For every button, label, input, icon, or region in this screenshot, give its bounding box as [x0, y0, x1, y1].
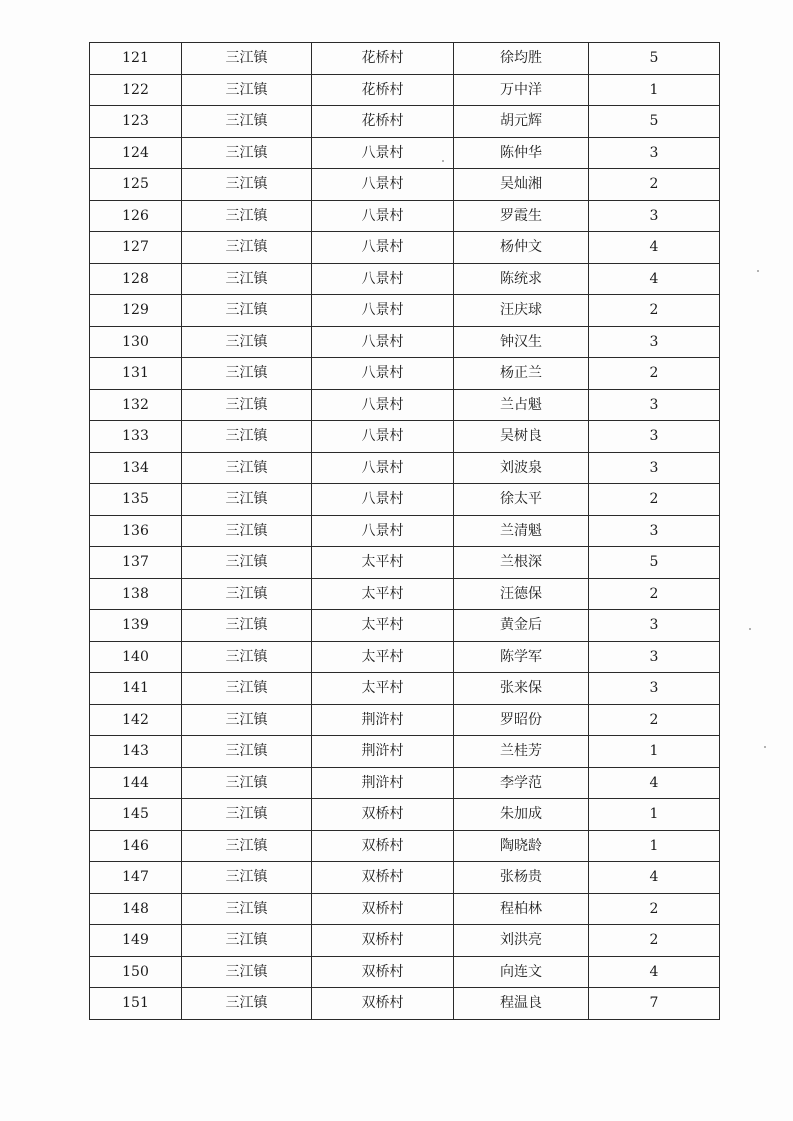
cell-village: 八景村 — [312, 232, 454, 264]
cell-name: 陈仲华 — [454, 137, 589, 169]
cell-count: 1 — [589, 736, 720, 768]
cell-town: 三江镇 — [182, 200, 312, 232]
cell-count: 3 — [589, 673, 720, 705]
cell-town: 三江镇 — [182, 263, 312, 295]
cell-town: 三江镇 — [182, 232, 312, 264]
cell-town: 三江镇 — [182, 547, 312, 579]
cell-village: 双桥村 — [312, 988, 454, 1020]
cell-name: 吴树良 — [454, 421, 589, 453]
cell-count: 5 — [589, 43, 720, 75]
cell-village: 双桥村 — [312, 830, 454, 862]
cell-name: 兰清魁 — [454, 515, 589, 547]
cell-count: 3 — [589, 421, 720, 453]
cell-village: 太平村 — [312, 673, 454, 705]
cell-village: 八景村 — [312, 389, 454, 421]
cell-seq: 136 — [90, 515, 182, 547]
cell-name: 陈学军 — [454, 641, 589, 673]
cell-town: 三江镇 — [182, 421, 312, 453]
cell-town: 三江镇 — [182, 358, 312, 390]
cell-name: 杨仲文 — [454, 232, 589, 264]
cell-village: 双桥村 — [312, 893, 454, 925]
cell-count: 4 — [589, 232, 720, 264]
cell-name: 胡元辉 — [454, 106, 589, 138]
cell-count: 3 — [589, 641, 720, 673]
cell-town: 三江镇 — [182, 515, 312, 547]
cell-village: 荆浒村 — [312, 767, 454, 799]
scan-speck — [749, 628, 751, 630]
cell-seq: 143 — [90, 736, 182, 768]
scan-speck — [442, 160, 444, 162]
cell-count: 2 — [589, 484, 720, 516]
cell-seq: 149 — [90, 925, 182, 957]
cell-seq: 134 — [90, 452, 182, 484]
cell-town: 三江镇 — [182, 988, 312, 1020]
cell-seq: 124 — [90, 137, 182, 169]
cell-count: 5 — [589, 106, 720, 138]
cell-seq: 131 — [90, 358, 182, 390]
cell-town: 三江镇 — [182, 169, 312, 201]
table-row — [90, 862, 720, 894]
table-row — [90, 610, 720, 642]
table-row — [90, 74, 720, 106]
cell-village: 八景村 — [312, 200, 454, 232]
cell-town: 三江镇 — [182, 452, 312, 484]
table-row — [90, 767, 720, 799]
table-row — [90, 925, 720, 957]
cell-village: 双桥村 — [312, 862, 454, 894]
cell-name: 朱加成 — [454, 799, 589, 831]
cell-village: 双桥村 — [312, 799, 454, 831]
cell-seq: 142 — [90, 704, 182, 736]
table-row — [90, 673, 720, 705]
cell-count: 3 — [589, 389, 720, 421]
cell-town: 三江镇 — [182, 389, 312, 421]
table-row — [90, 389, 720, 421]
cell-seq: 151 — [90, 988, 182, 1020]
cell-town: 三江镇 — [182, 137, 312, 169]
cell-village: 八景村 — [312, 295, 454, 327]
cell-town: 三江镇 — [182, 484, 312, 516]
cell-town: 三江镇 — [182, 925, 312, 957]
cell-seq: 133 — [90, 421, 182, 453]
cell-seq: 141 — [90, 673, 182, 705]
cell-count: 2 — [589, 893, 720, 925]
cell-seq: 128 — [90, 263, 182, 295]
cell-count: 2 — [589, 358, 720, 390]
cell-count: 4 — [589, 956, 720, 988]
table-row — [90, 893, 720, 925]
cell-village: 荆浒村 — [312, 704, 454, 736]
cell-name: 向连文 — [454, 956, 589, 988]
cell-name: 刘波泉 — [454, 452, 589, 484]
cell-count: 4 — [589, 767, 720, 799]
table-row — [90, 232, 720, 264]
cell-town: 三江镇 — [182, 767, 312, 799]
cell-count: 3 — [589, 200, 720, 232]
cell-town: 三江镇 — [182, 106, 312, 138]
roster-table-body — [90, 43, 720, 1020]
cell-town: 三江镇 — [182, 610, 312, 642]
cell-village: 八景村 — [312, 326, 454, 358]
cell-town: 三江镇 — [182, 295, 312, 327]
cell-count: 2 — [589, 578, 720, 610]
cell-name: 罗霞生 — [454, 200, 589, 232]
table-row — [90, 641, 720, 673]
cell-village: 花桥村 — [312, 106, 454, 138]
cell-village: 双桥村 — [312, 925, 454, 957]
cell-seq: 126 — [90, 200, 182, 232]
table-row — [90, 704, 720, 736]
cell-name: 张来保 — [454, 673, 589, 705]
table-row — [90, 736, 720, 768]
cell-count: 3 — [589, 452, 720, 484]
cell-count: 3 — [589, 137, 720, 169]
cell-town: 三江镇 — [182, 578, 312, 610]
cell-count: 1 — [589, 799, 720, 831]
table-row — [90, 515, 720, 547]
cell-village: 花桥村 — [312, 43, 454, 75]
cell-village: 太平村 — [312, 641, 454, 673]
cell-count: 7 — [589, 988, 720, 1020]
table-row — [90, 452, 720, 484]
cell-seq: 144 — [90, 767, 182, 799]
cell-town: 三江镇 — [182, 956, 312, 988]
cell-village: 八景村 — [312, 358, 454, 390]
cell-town: 三江镇 — [182, 893, 312, 925]
cell-seq: 138 — [90, 578, 182, 610]
cell-name: 汪庆球 — [454, 295, 589, 327]
cell-count: 4 — [589, 263, 720, 295]
cell-count: 3 — [589, 610, 720, 642]
cell-count: 2 — [589, 925, 720, 957]
cell-village: 八景村 — [312, 263, 454, 295]
cell-seq: 135 — [90, 484, 182, 516]
cell-village: 太平村 — [312, 547, 454, 579]
cell-name: 兰根深 — [454, 547, 589, 579]
cell-seq: 137 — [90, 547, 182, 579]
cell-name: 刘洪亮 — [454, 925, 589, 957]
cell-name: 徐太平 — [454, 484, 589, 516]
cell-seq: 130 — [90, 326, 182, 358]
table-row — [90, 358, 720, 390]
cell-seq: 139 — [90, 610, 182, 642]
cell-village: 八景村 — [312, 484, 454, 516]
cell-village: 荆浒村 — [312, 736, 454, 768]
cell-town: 三江镇 — [182, 43, 312, 75]
cell-seq: 129 — [90, 295, 182, 327]
table-row — [90, 43, 720, 75]
cell-village: 双桥村 — [312, 956, 454, 988]
cell-village: 八景村 — [312, 421, 454, 453]
cell-town: 三江镇 — [182, 74, 312, 106]
table-row — [90, 169, 720, 201]
cell-village: 八景村 — [312, 452, 454, 484]
cell-town: 三江镇 — [182, 799, 312, 831]
table-row — [90, 295, 720, 327]
table-row — [90, 547, 720, 579]
cell-seq: 132 — [90, 389, 182, 421]
cell-seq: 122 — [90, 74, 182, 106]
cell-town: 三江镇 — [182, 736, 312, 768]
cell-count: 2 — [589, 704, 720, 736]
cell-name: 陈统求 — [454, 263, 589, 295]
cell-count: 2 — [589, 295, 720, 327]
cell-count: 5 — [589, 547, 720, 579]
cell-name: 兰占魁 — [454, 389, 589, 421]
cell-village: 八景村 — [312, 169, 454, 201]
cell-village: 太平村 — [312, 610, 454, 642]
cell-village: 花桥村 — [312, 74, 454, 106]
table-row — [90, 799, 720, 831]
cell-name: 程温良 — [454, 988, 589, 1020]
table-row — [90, 578, 720, 610]
cell-name: 程柏林 — [454, 893, 589, 925]
cell-name: 李学范 — [454, 767, 589, 799]
cell-town: 三江镇 — [182, 862, 312, 894]
cell-name: 汪德保 — [454, 578, 589, 610]
cell-village: 八景村 — [312, 137, 454, 169]
cell-name: 黄金后 — [454, 610, 589, 642]
cell-seq: 140 — [90, 641, 182, 673]
cell-seq: 125 — [90, 169, 182, 201]
cell-name: 兰桂芳 — [454, 736, 589, 768]
cell-count: 3 — [589, 326, 720, 358]
table-row — [90, 263, 720, 295]
cell-name: 罗昭份 — [454, 704, 589, 736]
cell-town: 三江镇 — [182, 673, 312, 705]
cell-count: 1 — [589, 830, 720, 862]
table-row — [90, 106, 720, 138]
cell-village: 八景村 — [312, 515, 454, 547]
cell-seq: 121 — [90, 43, 182, 75]
cell-count: 2 — [589, 169, 720, 201]
cell-name: 徐均胜 — [454, 43, 589, 75]
cell-town: 三江镇 — [182, 830, 312, 862]
cell-seq: 150 — [90, 956, 182, 988]
cell-town: 三江镇 — [182, 641, 312, 673]
cell-name: 杨正兰 — [454, 358, 589, 390]
table-row — [90, 484, 720, 516]
cell-name: 钟汉生 — [454, 326, 589, 358]
cell-count: 4 — [589, 862, 720, 894]
cell-seq: 145 — [90, 799, 182, 831]
cell-count: 3 — [589, 515, 720, 547]
table-row — [90, 956, 720, 988]
cell-town: 三江镇 — [182, 326, 312, 358]
cell-name: 吴灿湘 — [454, 169, 589, 201]
cell-village: 太平村 — [312, 578, 454, 610]
cell-seq: 127 — [90, 232, 182, 264]
cell-name: 陶晓龄 — [454, 830, 589, 862]
table-row — [90, 326, 720, 358]
cell-seq: 123 — [90, 106, 182, 138]
table-row — [90, 988, 720, 1020]
table-row — [90, 421, 720, 453]
table-row — [90, 200, 720, 232]
cell-town: 三江镇 — [182, 704, 312, 736]
scan-speck — [757, 270, 759, 272]
scan-speck — [764, 746, 766, 748]
cell-name: 万中洋 — [454, 74, 589, 106]
table-row — [90, 830, 720, 862]
cell-seq: 148 — [90, 893, 182, 925]
table-row — [90, 137, 720, 169]
roster-table — [89, 42, 720, 1020]
cell-seq: 147 — [90, 862, 182, 894]
cell-seq: 146 — [90, 830, 182, 862]
cell-count: 1 — [589, 74, 720, 106]
cell-name: 张杨贵 — [454, 862, 589, 894]
